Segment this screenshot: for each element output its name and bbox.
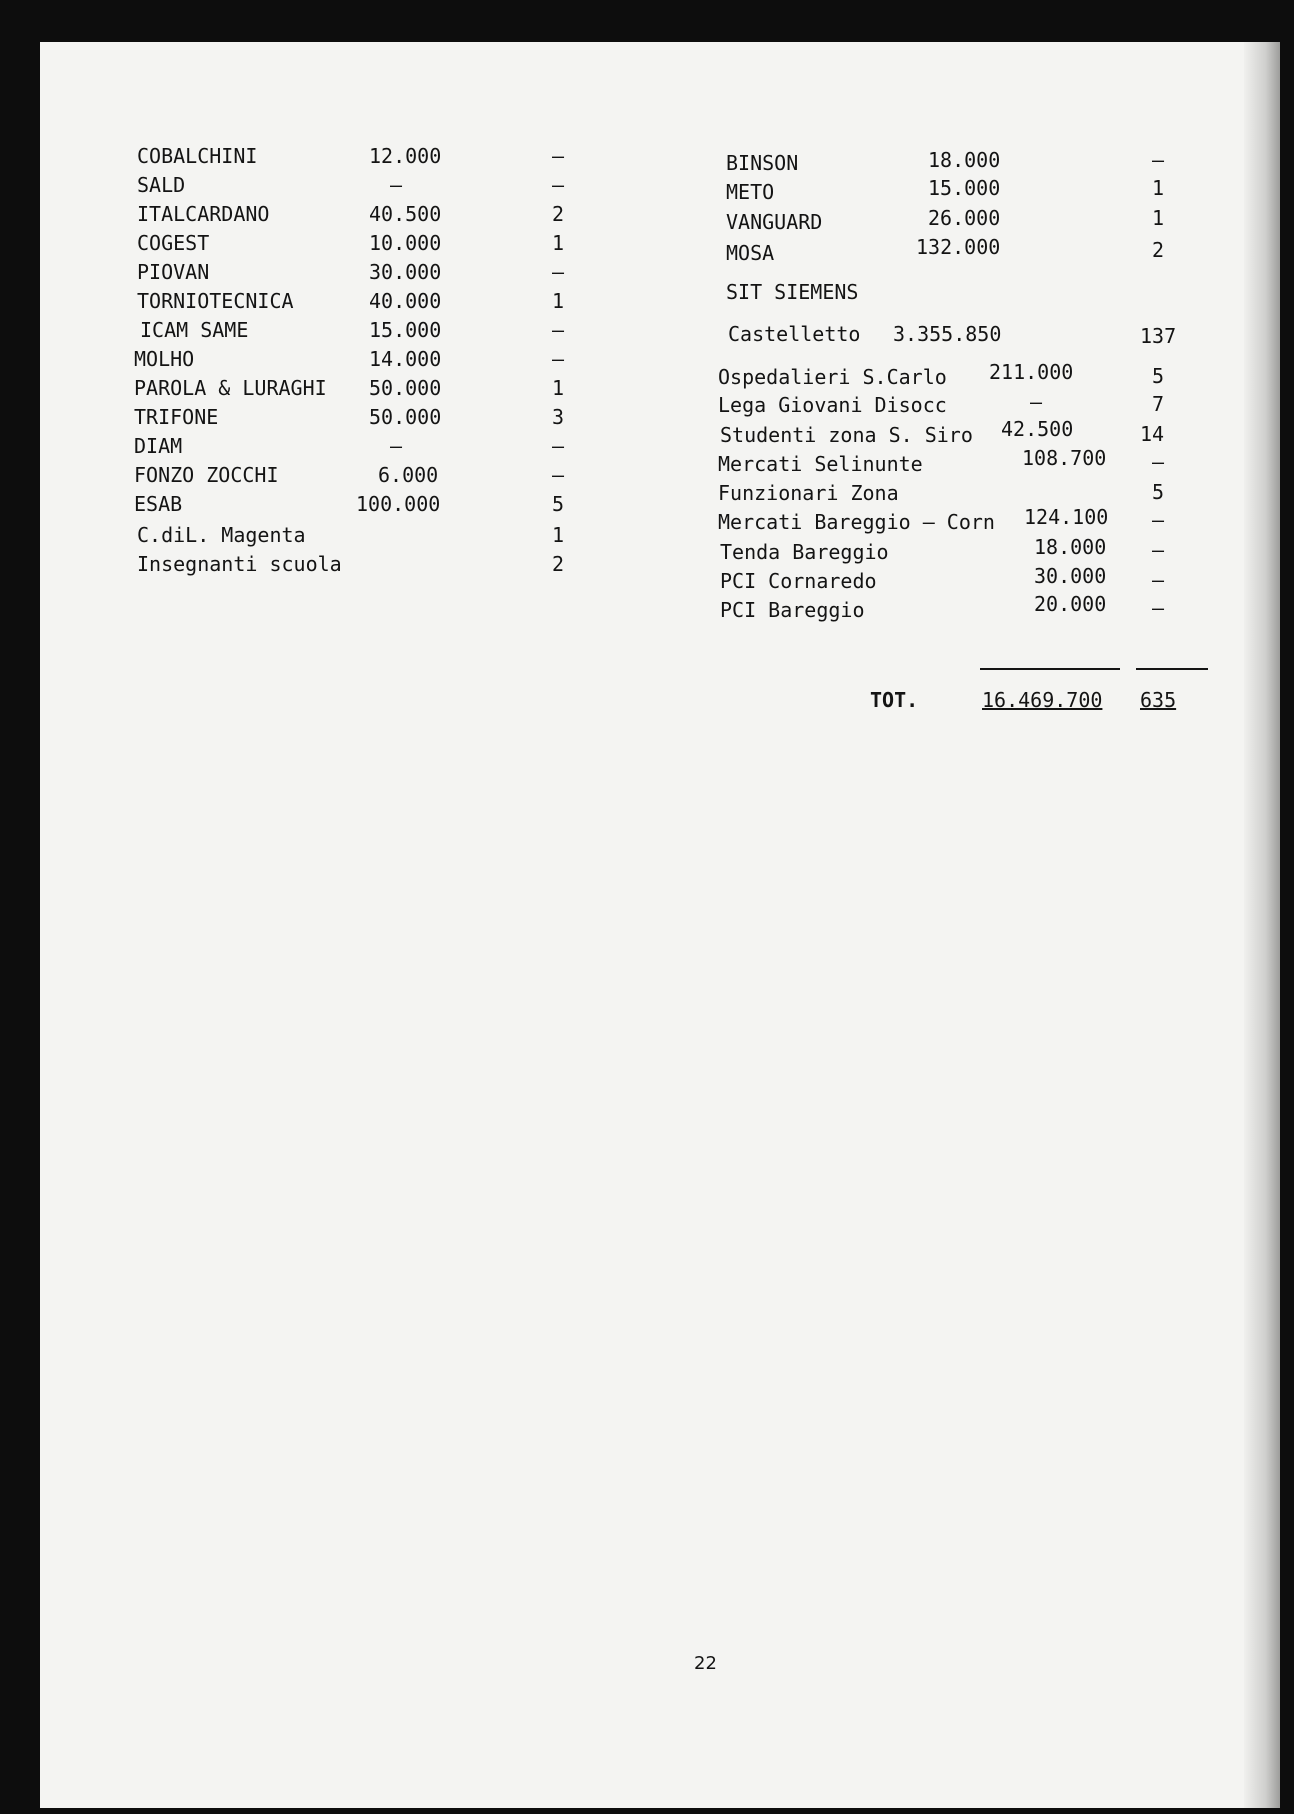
entry-name: ICAM SAME	[140, 318, 249, 342]
page-edge-shadow	[1244, 42, 1280, 1808]
entry-name: Mercati Selinunte	[718, 452, 923, 476]
total-count: 635	[1140, 688, 1177, 712]
entry-name: PAROLA & LURAGHI	[134, 376, 327, 400]
entry-name: SIT SIEMENS	[726, 280, 859, 304]
entry-name: DIAM	[134, 434, 183, 458]
entry-amount: 100.000	[356, 492, 441, 516]
entry-count: 7	[1152, 392, 1165, 416]
entry-count: 2	[1152, 238, 1165, 262]
entry-amount: 18.000	[1034, 535, 1107, 559]
entry-count: –	[1152, 568, 1165, 592]
entry-name: TORNIOTECNICA	[137, 289, 294, 313]
entry-count: –	[552, 260, 565, 284]
entry-count: –	[1152, 148, 1165, 172]
entry-count: –	[552, 347, 565, 371]
entry-name: Castelletto	[728, 322, 861, 346]
entry-count: –	[1152, 508, 1165, 532]
entry-count: 3	[552, 405, 565, 429]
entry-count: 1	[552, 376, 565, 400]
entry-amount: 132.000	[916, 235, 1001, 259]
entry-count: 2	[552, 202, 565, 226]
total-count-rule	[1136, 668, 1208, 670]
entry-count: 2	[552, 552, 565, 576]
entry-count: –	[552, 144, 565, 168]
entry-amount: 40.000	[369, 289, 442, 313]
entry-count: 1	[1152, 176, 1165, 200]
entry-name: PIOVAN	[137, 260, 210, 284]
entry-amount: 3.355.850	[893, 322, 1002, 346]
entry-name: FONZO ZOCCHI	[134, 463, 279, 487]
entry-name: COBALCHINI	[137, 144, 258, 168]
entry-amount: 26.000	[928, 206, 1001, 230]
entry-count: 14	[1140, 422, 1165, 446]
entry-amount: 15.000	[928, 176, 1001, 200]
entry-amount: 18.000	[928, 148, 1001, 172]
entry-count: 1	[552, 523, 565, 547]
entry-count: –	[552, 463, 565, 487]
entry-name: Ospedalieri S.Carlo	[718, 365, 947, 389]
entry-name: Insegnanti scuola	[137, 552, 342, 576]
page-number: 22	[694, 1653, 717, 1674]
entry-amount: 20.000	[1034, 592, 1107, 616]
entry-name: Mercati Bareggio – Corn	[718, 510, 995, 534]
entry-amount: –	[390, 434, 403, 458]
entry-amount: 211.000	[989, 360, 1074, 384]
entry-count: –	[552, 434, 565, 458]
total-amount-rule	[980, 668, 1120, 670]
entry-count: 137	[1140, 324, 1177, 348]
entry-amount: 10.000	[369, 231, 442, 255]
entry-amount: 14.000	[369, 347, 442, 371]
entry-amount: 30.000	[369, 260, 442, 284]
entry-name: PCI Bareggio	[720, 598, 865, 622]
entry-amount: 124.100	[1024, 505, 1109, 529]
entry-count: –	[552, 318, 565, 342]
entry-count: –	[1152, 450, 1165, 474]
entry-name: MOSA	[726, 241, 775, 265]
total-amount: 16.469.700	[982, 688, 1103, 712]
entry-name: Studenti zona S. Siro	[720, 423, 973, 447]
entry-name: SALD	[137, 173, 186, 197]
entry-amount: 12.000	[369, 144, 442, 168]
entry-amount: 6.000	[378, 463, 439, 487]
entry-amount: 50.000	[369, 405, 442, 429]
entry-amount: 42.500	[1001, 417, 1074, 441]
entry-count: –	[1152, 596, 1165, 620]
entry-count: 1	[552, 231, 565, 255]
entry-count: 5	[1152, 364, 1165, 388]
entry-count: 5	[1152, 480, 1165, 504]
entry-amount: 30.000	[1034, 564, 1107, 588]
entry-name: ITALCARDANO	[137, 202, 270, 226]
entry-name: VANGUARD	[726, 210, 823, 234]
entry-name: C.diL. Magenta	[137, 523, 306, 547]
entry-amount: –	[390, 173, 403, 197]
entry-amount: 50.000	[369, 376, 442, 400]
entry-name: ESAB	[134, 492, 183, 516]
total-label: TOT.	[870, 688, 919, 712]
entry-name: MOLHO	[134, 347, 195, 371]
entry-name: Funzionari Zona	[718, 481, 899, 505]
entry-name: Lega Giovani Disocc	[718, 393, 947, 417]
entry-name: PCI Cornaredo	[720, 569, 877, 593]
entry-count: 1	[1152, 206, 1165, 230]
entry-name: Tenda Bareggio	[720, 540, 889, 564]
entry-amount: 15.000	[369, 318, 442, 342]
entry-count: –	[552, 173, 565, 197]
entry-name: TRIFONE	[134, 405, 219, 429]
document-page	[40, 42, 1280, 1808]
entry-count: –	[1152, 538, 1165, 562]
entry-amount: –	[1030, 390, 1043, 414]
entry-count: 5	[552, 492, 565, 516]
entry-amount: 108.700	[1022, 446, 1107, 470]
entry-name: COGEST	[137, 231, 210, 255]
entry-name: METO	[726, 180, 775, 204]
entry-name: BINSON	[726, 151, 799, 175]
entry-count: 1	[552, 289, 565, 313]
entry-amount: 40.500	[369, 202, 442, 226]
